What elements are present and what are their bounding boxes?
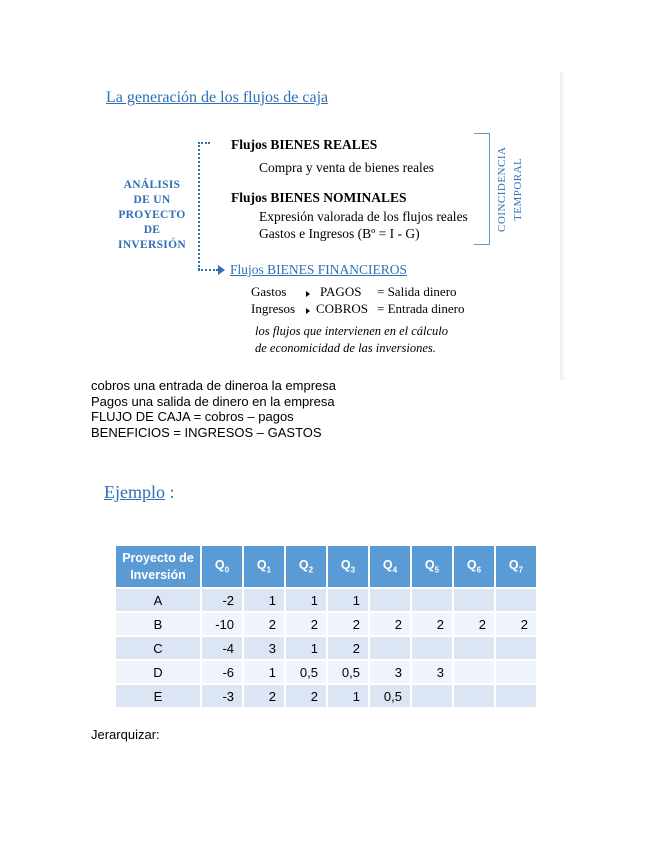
cash-flow-cell: 3 — [411, 660, 453, 684]
analysis-label — [108, 178, 196, 253]
cash-flow-cell — [369, 636, 411, 660]
cash-flow-cell — [495, 636, 537, 660]
cash-flow-cell: -2 — [201, 588, 243, 612]
real-flows-heading: Flujos BIENES REALES — [231, 137, 378, 152]
example-colon: : — [165, 482, 175, 502]
project-name-cell: A — [116, 588, 201, 612]
cash-flow-cell: -4 — [201, 636, 243, 660]
table-row — [116, 588, 537, 612]
cash-flow-cell: 1 — [243, 660, 285, 684]
cash-flow-cell — [411, 684, 453, 707]
cash-flow-cell: 2 — [243, 612, 285, 636]
cash-flow-cell — [495, 588, 537, 612]
cash-flow-cell: 1 — [327, 684, 369, 707]
cash-flow-cell: 1 — [243, 588, 285, 612]
project-name-cell: E — [116, 684, 201, 707]
cash-flow-cell: 2 — [327, 612, 369, 636]
q6-column-header: $Q_6$ — [453, 546, 495, 588]
cash-flow-cell: 2 — [453, 612, 495, 636]
cash-flow-cell — [495, 660, 537, 684]
project-name-cell: B — [116, 612, 201, 636]
cash-flow-cell: 0,5 — [369, 684, 411, 707]
project-name-cell: C — [116, 636, 201, 660]
pagos-label: PAGOS — [320, 284, 362, 299]
real-flows-description: Compra y venta de bienes reales — [259, 160, 435, 175]
temporal-coincidence-label — [494, 130, 538, 248]
nominal-flows-description: Expresión valorada de los flujos reales — [259, 209, 468, 224]
triangle-right-icon — [306, 285, 310, 303]
dotted-connector-vertical — [198, 142, 200, 270]
q0-column-header: $Q_0$ — [201, 546, 243, 588]
italic-note-line: de economicidad de las inversiones. — [255, 341, 436, 355]
figure-title: La generación de los flujos de caja — [106, 89, 329, 106]
figure-italic-note — [255, 323, 448, 357]
arrow-right-icon — [218, 265, 225, 275]
cash-flow-cell — [453, 588, 495, 612]
q3-column-header: $Q_3$ — [327, 546, 369, 588]
project-column-header: Proyecto de Inversión — [116, 546, 201, 588]
vertical-label-line: TEMPORAL — [512, 157, 524, 221]
table-row — [116, 636, 537, 660]
salida-label: = Salida dinero — [377, 284, 457, 299]
figure-edge-shadow — [560, 72, 566, 380]
analysis-label-line: DE — [143, 224, 161, 236]
analysis-label-line: PROYECTO — [118, 209, 186, 221]
table-header-row — [116, 546, 537, 588]
gastos-label: Gastos — [251, 284, 287, 299]
cash-flow-cell: 0,5 — [285, 660, 327, 684]
example-title-text: Ejemplo — [104, 482, 165, 502]
financial-flows-heading: Flujos BIENES FINANCIEROS — [230, 262, 408, 277]
q4-column-header: $Q_4$ — [369, 546, 411, 588]
table-row — [116, 684, 537, 707]
cash-flow-cell: 3 — [369, 660, 411, 684]
definitions-text — [91, 378, 336, 440]
q2-column-header: $Q_2$ — [285, 546, 327, 588]
cash-flow-cell — [411, 588, 453, 612]
definition-line: FLUJO DE CAJA = cobros – pagos — [91, 409, 294, 424]
cash-flow-cell: 2 — [243, 684, 285, 707]
cash-flow-cell: 2 — [495, 612, 537, 636]
cash-flow-cell: -10 — [201, 612, 243, 636]
dotted-connector-bottom — [198, 269, 218, 271]
cash-flow-cell: -6 — [201, 660, 243, 684]
rank-instruction: Jerarquizar: — [91, 727, 160, 742]
example-heading — [104, 482, 175, 503]
cash-flow-cell: 2 — [327, 636, 369, 660]
vertical-label-line: COINCIDENCIA — [496, 146, 508, 232]
q1-column-header: $Q_1$ — [243, 546, 285, 588]
analysis-label-line: ANÁLISIS — [123, 179, 181, 191]
cash-flow-cell: 2 — [369, 612, 411, 636]
q5-column-header: $Q_5$ — [411, 546, 453, 588]
nominal-flows-heading: Flujos BIENES NOMINALES — [231, 190, 407, 205]
cash-flow-cell — [453, 660, 495, 684]
triangle-right-icon — [306, 302, 310, 320]
investment-projects-table — [116, 546, 538, 707]
cash-flow-cell: 1 — [285, 588, 327, 612]
cash-flow-cell: 1 — [327, 588, 369, 612]
cash-flow-cell — [369, 588, 411, 612]
definition-line: BENEFICIOS = INGRESOS – GASTOS — [91, 424, 322, 440]
cash-flow-cell: 1 — [285, 636, 327, 660]
project-name-cell: D — [116, 660, 201, 684]
nominal-flows-formula: Gastos e Ingresos (Bº = I - G) — [259, 226, 420, 241]
table-row — [116, 612, 537, 636]
cash-flow-cell: 3 — [243, 636, 285, 660]
entrada-label: = Entrada dinero — [377, 301, 465, 316]
cash-flow-cell — [453, 636, 495, 660]
cash-flow-cell: 2 — [411, 612, 453, 636]
ingresos-label: Ingresos — [251, 301, 296, 316]
cash-flow-cell — [453, 684, 495, 707]
definition-line: Pagos una salida de dinero en la empresa — [91, 393, 335, 409]
cash-flow-cell: 2 — [285, 684, 327, 707]
table-row — [116, 660, 537, 684]
cash-flow-cell — [411, 636, 453, 660]
cobros-label: COBROS — [316, 301, 369, 316]
analysis-label-line: INVERSIÓN — [118, 239, 186, 251]
cash-flow-cell — [495, 684, 537, 707]
analysis-label-line: DE UN — [133, 194, 171, 206]
q7-column-header: $Q_7$ — [495, 546, 537, 588]
cash-flow-cell: -3 — [201, 684, 243, 707]
cash-flow-cell: 0,5 — [327, 660, 369, 684]
cash-flow-cell: 2 — [285, 612, 327, 636]
right-bracket — [474, 133, 490, 245]
italic-note-line: los flujos que intervienen en el cálculo — [255, 324, 449, 338]
definition-line: cobros una entrada de dineroa la empresa — [91, 378, 336, 393]
